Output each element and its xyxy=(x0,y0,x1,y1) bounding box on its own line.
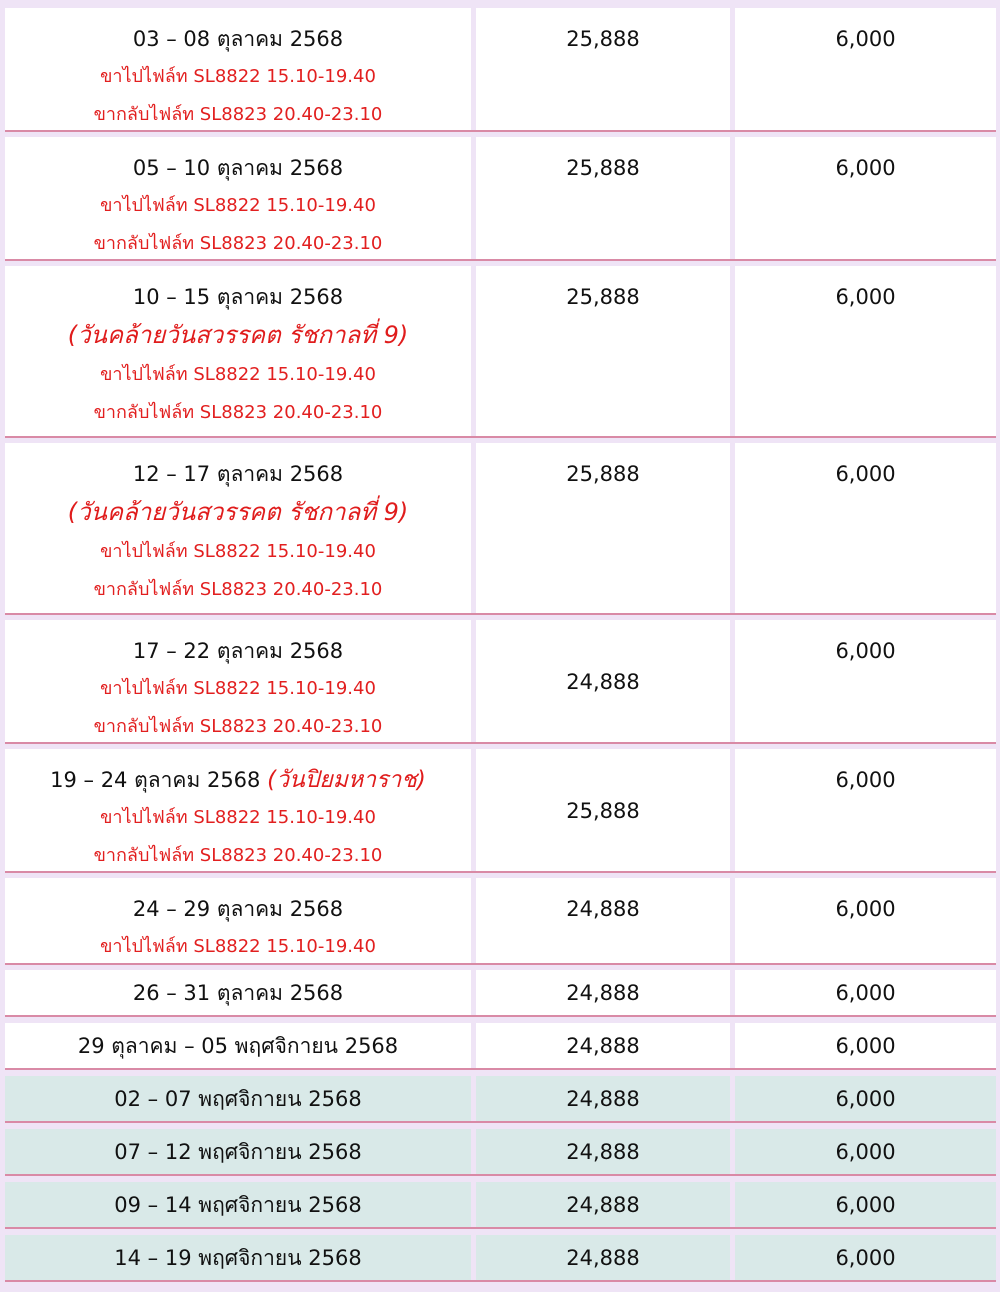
date-cell xyxy=(5,878,471,964)
extra-price: 6,000 xyxy=(835,285,896,309)
outbound-flight: ขาไปไฟล์ท SL8822 15.10-19.40 xyxy=(100,807,376,828)
extra-price: 6,000 xyxy=(835,1087,896,1111)
tour-price: 24,888 xyxy=(566,981,640,1005)
table-row xyxy=(0,1023,1000,1069)
return-flight: ขากลับไฟล์ท SL8823 20.40-23.10 xyxy=(93,716,383,737)
price-cell xyxy=(476,620,730,743)
price-cell xyxy=(476,1129,730,1175)
price-cell xyxy=(476,137,730,260)
extra-price: 6,000 xyxy=(835,1034,896,1058)
travel-date: 03 – 08 ตุลาคม 2568 xyxy=(132,27,344,51)
extra-price: 6,000 xyxy=(835,1140,896,1164)
date-cell xyxy=(5,1076,471,1122)
extra-cell xyxy=(735,1182,996,1228)
table-row xyxy=(0,1182,1000,1228)
price-cell xyxy=(476,443,730,614)
travel-date: 09 – 14 พฤศจิกายน 2568 xyxy=(114,1193,362,1217)
date-cell xyxy=(5,1235,471,1281)
date-cell xyxy=(5,266,471,437)
table-row xyxy=(0,1129,1000,1175)
date-cell xyxy=(5,137,471,260)
extra-price: 6,000 xyxy=(835,462,896,486)
extra-price: 6,000 xyxy=(835,897,896,921)
travel-date: 12 – 17 ตุลาคม 2568 xyxy=(132,462,344,486)
price-cell xyxy=(476,878,730,964)
extra-price: 6,000 xyxy=(835,981,896,1005)
travel-date: 26 – 31 ตุลาคม 2568 xyxy=(132,981,344,1005)
tour-price: 24,888 xyxy=(566,1246,640,1270)
return-flight: ขากลับไฟล์ท SL8823 20.40-23.10 xyxy=(93,233,383,254)
date-cell xyxy=(5,620,471,743)
price-cell xyxy=(476,266,730,437)
table-row xyxy=(0,137,1000,260)
extra-cell xyxy=(735,970,996,1016)
travel-date: 17 – 22 ตุลาคม 2568 xyxy=(132,639,344,663)
extra-price: 6,000 xyxy=(835,27,896,51)
price-cell xyxy=(476,749,730,872)
date-cell xyxy=(5,749,471,872)
travel-date: 10 – 15 ตุลาคม 2568 xyxy=(132,285,344,309)
tour-price: 24,888 xyxy=(566,669,640,694)
extra-price: 6,000 xyxy=(835,768,896,792)
outbound-flight: ขาไปไฟล์ท SL8822 15.10-19.40 xyxy=(100,678,376,699)
return-flight: ขากลับไฟล์ท SL8823 20.40-23.10 xyxy=(93,104,383,125)
extra-cell xyxy=(735,1076,996,1122)
outbound-flight: ขาไปไฟล์ท SL8822 15.10-19.40 xyxy=(100,936,376,957)
tour-price: 24,888 xyxy=(566,1140,640,1164)
table-row xyxy=(0,620,1000,743)
tour-price: 25,888 xyxy=(566,27,640,51)
travel-date-line xyxy=(50,765,426,795)
price-cell xyxy=(476,970,730,1016)
holiday-note: (วันคล้ายวันสวรรคต รัชกาลที่ 9) xyxy=(67,321,409,349)
travel-date: 19 – 24 ตุลาคม 2568 xyxy=(50,768,261,792)
date-cell xyxy=(5,1182,471,1228)
table-row xyxy=(0,443,1000,614)
return-flight: ขากลับไฟล์ท SL8823 20.40-23.10 xyxy=(93,402,383,423)
extra-price: 6,000 xyxy=(835,1193,896,1217)
outbound-flight: ขาไปไฟล์ท SL8822 15.10-19.40 xyxy=(100,541,376,562)
extra-price: 6,000 xyxy=(835,1246,896,1270)
date-cell xyxy=(5,970,471,1016)
holiday-note: (วันคล้ายวันสวรรคต รัชกาลที่ 9) xyxy=(67,498,409,526)
extra-cell xyxy=(735,137,996,260)
travel-date: 29 ตุลาคม – 05 พฤศจิกายน 2568 xyxy=(77,1034,399,1058)
extra-cell xyxy=(735,749,996,872)
tour-price: 25,888 xyxy=(566,798,640,823)
price-cell xyxy=(476,1076,730,1122)
travel-date: 24 – 29 ตุลาคม 2568 xyxy=(132,897,344,921)
tour-price: 24,888 xyxy=(566,1193,640,1217)
travel-date: 14 – 19 พฤศจิกายน 2568 xyxy=(114,1246,362,1270)
tour-price: 24,888 xyxy=(566,1087,640,1111)
extra-cell xyxy=(735,878,996,964)
date-cell xyxy=(5,8,471,131)
tour-price: 25,888 xyxy=(566,156,640,180)
extra-price: 6,000 xyxy=(835,156,896,180)
table-row xyxy=(0,1235,1000,1281)
price-cell xyxy=(476,8,730,131)
travel-date: 07 – 12 พฤศจิกายน 2568 xyxy=(114,1140,362,1164)
extra-cell xyxy=(735,266,996,437)
table-row xyxy=(0,266,1000,437)
extra-price: 6,000 xyxy=(835,639,896,663)
outbound-flight: ขาไปไฟล์ท SL8822 15.10-19.40 xyxy=(100,195,376,216)
extra-cell xyxy=(735,443,996,614)
tour-price: 25,888 xyxy=(566,285,640,309)
table-row xyxy=(0,8,1000,131)
travel-date: 05 – 10 ตุลาคม 2568 xyxy=(132,156,344,180)
date-cell xyxy=(5,1129,471,1175)
tour-price: 24,888 xyxy=(566,1034,640,1058)
price-cell xyxy=(476,1235,730,1281)
outbound-flight: ขาไปไฟล์ท SL8822 15.10-19.40 xyxy=(100,364,376,385)
table-row xyxy=(0,1076,1000,1122)
holiday-note: (วันปิยมหาราช) xyxy=(267,767,426,793)
price-cell xyxy=(476,1023,730,1069)
outbound-flight: ขาไปไฟล์ท SL8822 15.10-19.40 xyxy=(100,66,376,87)
extra-cell xyxy=(735,620,996,743)
tour-price: 25,888 xyxy=(566,462,640,486)
extra-cell xyxy=(735,1023,996,1069)
table-row xyxy=(0,749,1000,872)
table-row xyxy=(0,878,1000,964)
date-cell xyxy=(5,1023,471,1069)
date-cell xyxy=(5,443,471,614)
tour-price: 24,888 xyxy=(566,897,640,921)
travel-date: 02 – 07 พฤศจิกายน 2568 xyxy=(114,1087,362,1111)
return-flight: ขากลับไฟล์ท SL8823 20.40-23.10 xyxy=(93,845,383,866)
extra-cell xyxy=(735,1129,996,1175)
return-flight: ขากลับไฟล์ท SL8823 20.40-23.10 xyxy=(93,579,383,600)
extra-cell xyxy=(735,1235,996,1281)
extra-cell xyxy=(735,8,996,131)
price-cell xyxy=(476,1182,730,1228)
table-row xyxy=(0,970,1000,1016)
